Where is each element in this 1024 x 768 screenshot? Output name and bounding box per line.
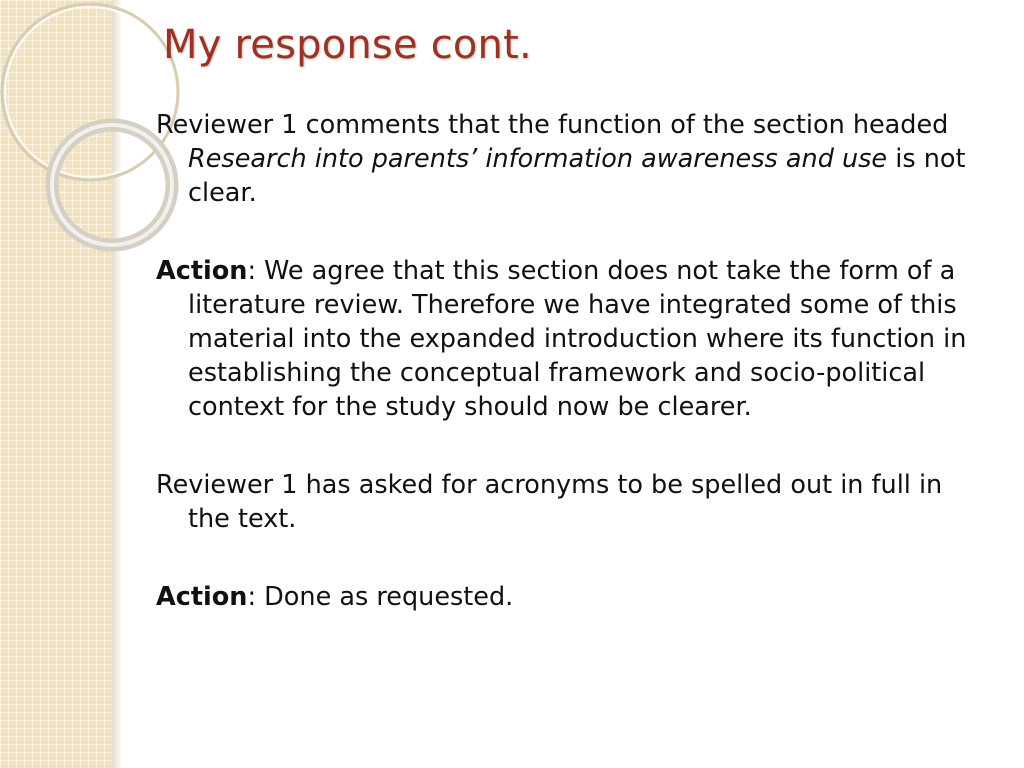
paragraph-action-2 (156, 580, 976, 614)
action-text: : We agree that this section does not take the form of a literature review. Therefore we have integrated some of this material into the expanded introduction where its function in establishing the conceptual framework and socio-political context for the study should now be clearer. (188, 256, 967, 422)
paragraph-action-1 (156, 254, 976, 424)
decorative-circles (0, 0, 180, 260)
slide-title: My response cont. (163, 22, 532, 68)
comment-text: Reviewer 1 has asked for acronyms to be spelled out in full in the text. (156, 470, 943, 534)
paragraph-lead-text: Reviewer 1 comments that the function of the section headed (156, 110, 949, 140)
paragraph-tail-text: is not clear. (188, 144, 966, 208)
action-text: : Done as requested. (247, 582, 514, 612)
section-heading-italic: Research into parents’ information awareness and use (188, 144, 888, 174)
slide-body (156, 108, 976, 614)
small-ring-highlight (52, 125, 172, 245)
paragraph-reviewer-comment-1 (156, 108, 976, 210)
large-ring (2, 4, 178, 180)
paragraph-reviewer-comment-2 (156, 468, 976, 536)
action-label: Action (156, 582, 248, 612)
large-ring-highlight (5, 7, 175, 177)
action-label: Action (156, 256, 248, 286)
